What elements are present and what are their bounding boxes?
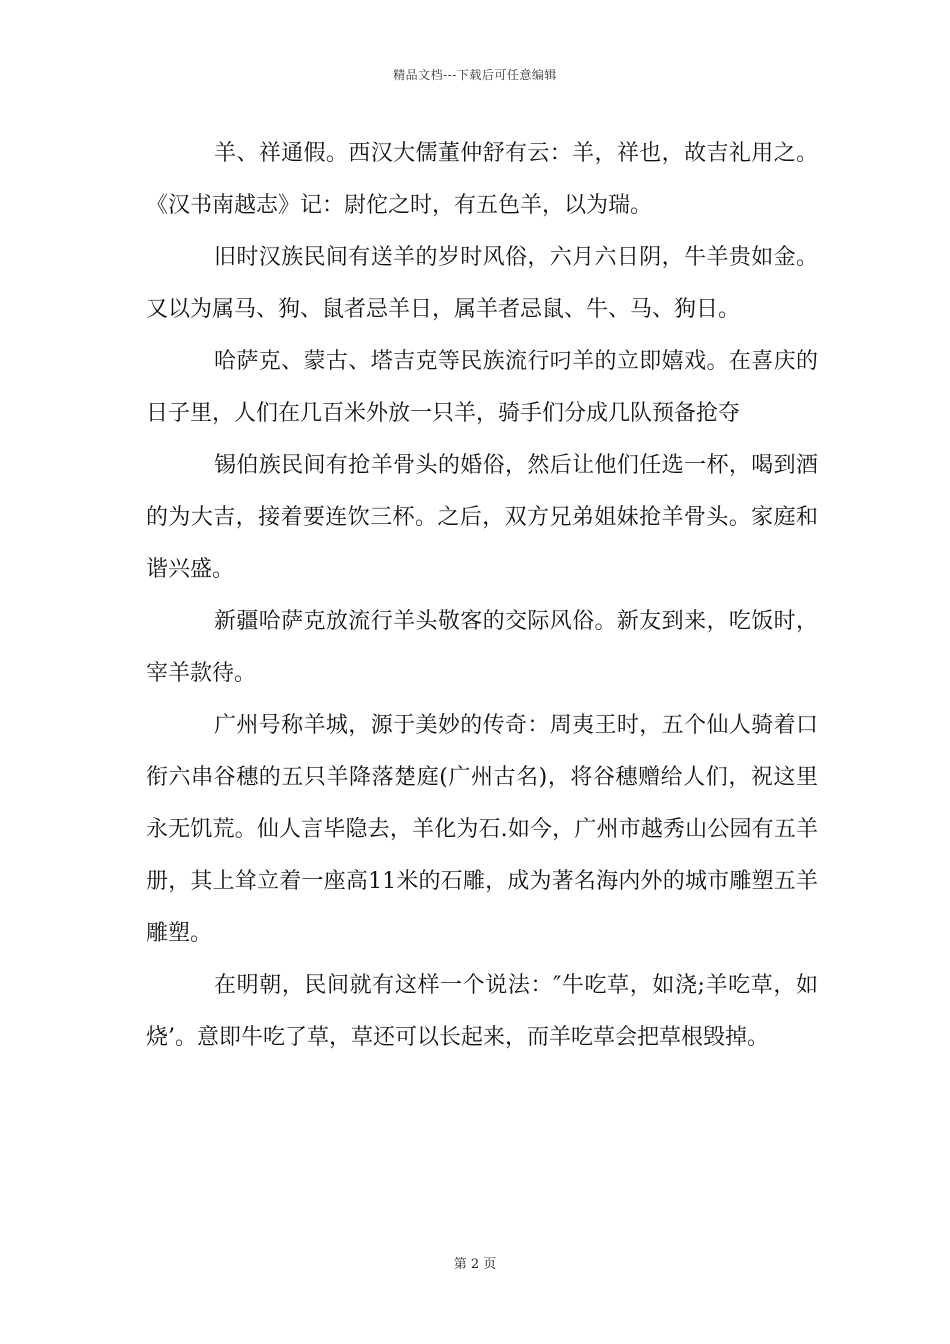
- paragraph: 新疆哈萨克放流行羊头敬客的交际风俗。新友到来，吃饭时，宰羊款待。: [146, 609, 818, 686]
- paragraph: 旧时汉族民间有送羊的岁时风俗，六月六日阴，牛羊贵如金。又以为属马、狗、鼠者忌羊日，属羊者忌鼠、牛、马、狗日。: [146, 245, 818, 322]
- paragraph: 广州号称羊城，源于美妙的传奇：周夷王时，五个仙人骑着口衔六串谷穗的五只羊降落楚庭(广州古名)，将谷穗赠给人们，祝这里永无饥荒。仙人言毕隐去，羊化为石.如今，广州市越秀山公园有五羊册，其上耸立着一座高11米的石雕，成为著名海内外的城市雕塑五羊雕塑。: [146, 713, 818, 946]
- paragraph: 在明朝，民间就有这样一个说法：″牛吃草，如浇;羊吃草，如烧’。意即牛吃了草，草还可以长起来，而羊吃草会把草根毁掉。: [146, 973, 818, 1050]
- paragraph: 锡伯族民间有抢羊骨头的婚俗，然后让他们任选一杯，喝到酒的为大吉，接着要连饮三杯。之后，双方兄弟姐妹抢羊骨头。家庭和谐兴盛。: [146, 453, 818, 582]
- page-header: 精品文档---下载后可任意编辑: [393, 68, 557, 82]
- paragraph: 哈萨克、蒙古、塔吉克等民族流行叼羊的立即嬉戏。在喜庆的日子里，人们在几百米外放一只羊，骑手们分成几队预备抢夺: [146, 349, 818, 426]
- document-body: [146, 128, 818, 1064]
- paragraph: 羊、祥通假。西汉大儒董仲舒有云：羊，祥也，故吉礼用之。《汉书南越志》记：尉佗之时，有五色羊，以为瑞。: [146, 141, 818, 218]
- page-number: 第 2 页: [453, 1257, 497, 1272]
